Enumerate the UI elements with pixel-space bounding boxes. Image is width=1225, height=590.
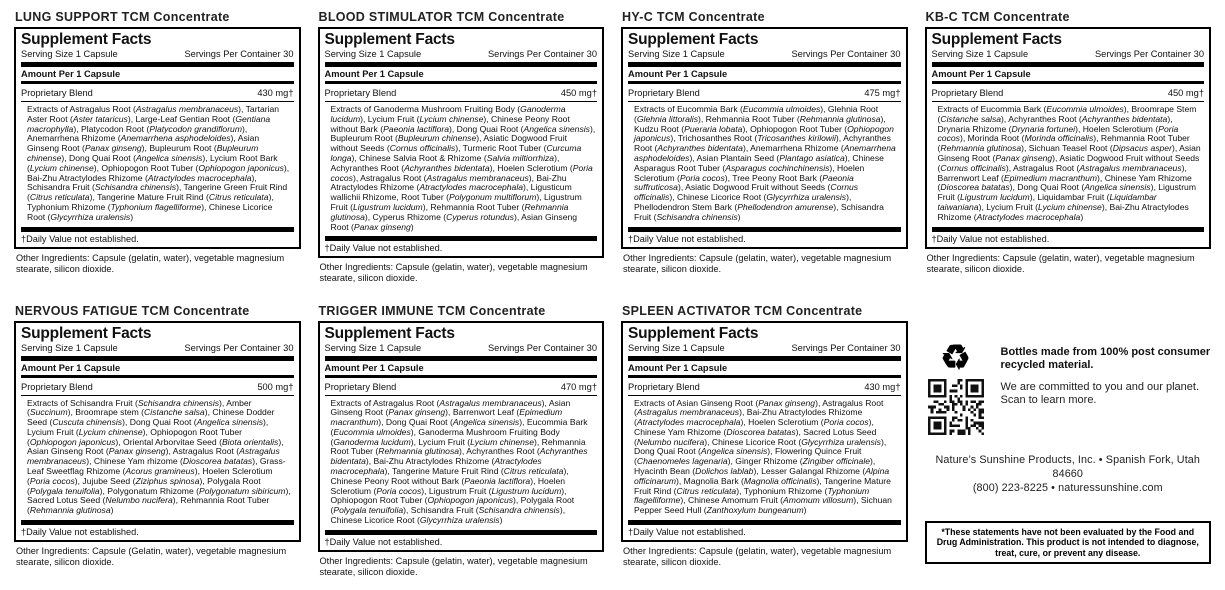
blend-amount: 500 mg† [257,381,294,392]
serving-size: Serving Size 1 Capsule [324,342,422,353]
serving-size: Serving Size 1 Capsule [21,342,118,353]
daily-value-note: †Daily Value not established. [21,527,139,538]
supplement-facts-heading: Supplement Facts [21,324,152,342]
supplement-facts-box [621,321,908,543]
footer-info [925,304,1212,565]
product-title: NERVOUS FATIGUE TCM Concentrate [15,303,250,318]
proprietary-blend-row [325,378,598,396]
supplement-facts-heading: Supplement Facts [628,324,759,342]
serving-row [932,48,1205,67]
blend-ingredients: Extracts of Asian Ginseng Root (Panax ginseng), Astragalus Root (Astragalus membranaceus), Bai-Zhu Atractylodes Rhizome (Atractylodes macrocephala), Hoelen Sclerotium (Poria cocos), Chinese Yam Rhizome (Dioscorea batatas), Sacred Lotus Seed (Nelumbo nucifera), Chinese Licorice Root (Glycyrrhiza uralensis), Dong Quai Root (Angelica sinensis), Flowering Quince Fruit (Chaenomeles lagenaria), Ginger Rhizome (Zingiber officinale), Hyacinth Bean (Dolichos lablab), Lesser Galangal Rhizome (Alpina officinarum), Magnolia Bark (Magnolia officinalis), Tangerine Mature Fruit Rind (Citrus reticulata), Typhonium Rhizome (Typhonium flagelliforme), Chinese Amomum Fruit (Amomum villosum), Sichuan Pepper Seed Hull (Zanthoxylum bungeanum) [628,396,901,526]
blend-ingredients: Extracts of Eucommia Bark (Eucommia ulmoides), Broomrape Stem (Cistanche salsa), Achyranthes Root (Achyranthes bidentata), Drynaria Rhizome (Drynaria fortunei), Hoelen Sclerotium (Poria cocos), Morinda Root (Morinda officinalis), Rehmannia Root Tuber (Rehmannia glutinosa), Sichuan Teasel Root (Dipsacus asper), Asian Ginseng Root (Panax ginseng), Asiatic Dogwood Fruit without Seeds (Cornus officinalis), Astragalus Root (Astragalus membranaceus), Barrenwort Leaf (Epimedium macranthum), Chinese Yam Rhizome (Dioscorea batatas), Dong Quai Root (Angelica sinensis), Ligustrum Fruit (Ligustrum lucidum), Liquidambar Fruit (Liquidambar taiwaniana), Lycium Fruit (Lycium chinense), Bai-Zhu Atractylodes Rhizome (Atractylodes macrocephala) [932,102,1205,232]
proprietary-blend-row [932,84,1205,102]
serving-size: Serving Size 1 Capsule [628,49,725,59]
blend-amount: 450 mg† [1167,88,1204,98]
servings-per-container: Servings Per Container 30 [791,342,901,353]
product-title: KB-C TCM Concentrate [925,10,1070,24]
product-panel-kb-c [925,10,1212,275]
supplement-facts-box [318,321,605,552]
serving-row [325,48,598,67]
blend-label: Proprietary Blend [324,88,397,98]
daily-value-note: †Daily Value not established. [21,233,139,244]
recycling-icon: ♻ [940,338,971,377]
eco-message [925,340,1212,435]
blend-amount: 430 mg† [257,88,294,98]
proprietary-blend-row [325,84,598,102]
servings-per-container: Servings Per Container 30 [487,342,597,353]
company-line2: (800) 223-8225 • naturessunshine.com [972,481,1163,494]
company-address [925,453,1212,495]
blend-amount: 430 mg† [864,381,901,392]
blend-ingredients: Extracts of Ganoderma Mushroom Fruiting Body (Ganoderma lucidum), Lycium Fruit (Lycium chinense), Chinese Peony Root without Bark (Paeonia lactiflora), Dong Quai Root (Angelica sinensis), Bupleurum Root (Bupleurum chinense), Asiatic Dogwood Fruit without Seeds (Cornus officinalis), Turmeric Root Tuber (Curcuma longa), Chinese Salvia Root & Rhizome (Salvia miltiorrhiza), Achyranthes Root (Achyranthes bidentata), Hoelen Sclerotium (Poria cocos), Astragalus Root (Astragalus membranaceus), Bai-Zhu Atractylodes Rhizome (Atractylodes macrocephala), Ligusticum wallichii Rhizome, Root Tuber (Polygonum multiflorum), Ligustrum Fruit (Ligustrum lucidum), Rehmannia Root Tuber (Rehmannia glutinosa), Cyperus Rhizome (Cyperus rotundus), Asian Ginseng Root (Panax ginseng) [325,102,598,241]
company-line1: Nature’s Sunshine Products, Inc. • Spanish Fork, Utah 84660 [935,453,1201,480]
blend-amount: 450 mg† [560,88,597,98]
proprietary-blend-row [21,84,294,102]
serving-row [628,342,901,361]
servings-per-container: Servings Per Container 30 [791,49,901,59]
product-panel-nervous-fatigue [14,304,301,569]
blend-amount: 475 mg† [864,88,901,98]
other-ingredients: Other Ingredients: Capsule (gelatin, water), vegetable magnesium stearate, silicon dioxide. [16,252,285,274]
other-ingredients: Other Ingredients: Capsule (gelatin, water), vegetable magnesium stearate, silicon dioxide. [319,555,588,577]
serving-size: Serving Size 1 Capsule [931,49,1029,59]
serving-size: Serving Size 1 Capsule [324,49,422,59]
daily-value-note: †Daily Value not established. [931,233,1050,244]
product-panel-trigger-immune [318,304,605,578]
blend-label: Proprietary Blend [21,381,93,392]
daily-value-note: †Daily Value not established. [628,527,746,538]
eco-icons [925,340,987,435]
serving-row [628,48,901,67]
supplement-facts-heading: Supplement Facts [324,324,455,342]
amount-per-heading: Amount Per 1 Capsule [325,67,598,84]
amount-per-heading: Amount Per 1 Capsule [628,67,901,84]
blend-label: Proprietary Blend [628,88,700,98]
amount-per-heading: Amount Per 1 Capsule [628,361,901,378]
fda-disclaimer: *These statements have not been evaluated by the Food and Drug Administration. This product is not intended to diagnose, treat, cure, or prevent any disease. [925,521,1212,565]
other-ingredients: Other Ingredients: Capsule (gelatin, water), vegetable magnesium stearate, silicon dioxide. [926,252,1195,274]
servings-per-container: Servings Per Container 30 [487,49,597,59]
supplement-facts-box [925,27,1212,249]
other-ingredients: Other Ingredients: Capsule (gelatin, water), vegetable magnesium stearate, silicon dioxide. [623,546,892,568]
serving-row [21,48,294,67]
other-ingredients: Other Ingredients: Capsule (gelatin, water), vegetable magnesium stearate, silicon dioxide. [623,252,892,274]
product-title: TRIGGER IMMUNE TCM Concentrate [318,303,546,318]
eco-text [1001,340,1212,408]
blend-ingredients: Extracts of Astragalus Root (Astragalus membranaceus), Asian Ginseng Root (Panax ginseng), Barrenwort Leaf (Epimedium macranthum), Dong Quai Root (Angelica sinensis), Eucommia Bark (Eucommia ulmoides), Ganoderma Mushroom Fruiting Body (Ganoderma lucidum), Lycium Fruit (Lycium chinense), Rehmannia Root Tuber (Rehmannia glutinosa), Achyranthes Root (Achyranthes bidentata), Bai-Zhu Atractylodes Rhizome (Atractylodes macrocephala), Tangerine Mature Fruit Rind (Citrus reticulata), Chinese Peony Root without Bark (Paeonia lactiflora), Hoelen Sclerotium (Poria cocos), Ligustrum Fruit (Ligustrum lucidum), Ophiopogon Root Tuber (Ophiopogon japonicus), Polygala Root (Polygala tenuifolia), Schisandra Fruit (Schisandra chinensis), Chinese Licorice Root (Glycyrrhiza uralensis) [325,396,598,535]
scan-note: We are committed to you and our planet. Scan to learn more. [1000,380,1200,406]
product-title: BLOOD STIMULATOR TCM Concentrate [318,10,565,24]
other-ingredients: Other Ingredients: Capsule (Gelatin, water), vegetable magnesium stearate, silicon dioxide. [16,546,287,568]
qr-code-icon [928,379,984,435]
supplement-facts-heading: Supplement Facts [931,31,1062,48]
supplement-facts-box [14,321,301,543]
recycled-material-note: Bottles made from 100% post consumer recycled material. [1000,345,1211,371]
supplement-facts-box [14,27,301,249]
blend-label: Proprietary Blend [21,88,93,98]
proprietary-blend-row [628,84,901,102]
serving-row [21,342,294,361]
amount-per-heading: Amount Per 1 Capsule [325,361,598,378]
amount-per-heading: Amount Per 1 Capsule [21,67,294,84]
serving-size: Serving Size 1 Capsule [628,342,725,353]
product-panel-blood-stimulator [318,10,605,284]
blend-label: Proprietary Blend [628,381,700,392]
supplement-facts-box [621,27,908,249]
supplement-facts-box [318,27,605,258]
product-panel-spleen-activator [621,304,908,569]
daily-value-note: †Daily Value not established. [324,536,443,547]
proprietary-blend-row [21,378,294,396]
supplement-facts-heading: Supplement Facts [628,31,759,48]
blend-amount: 470 mg† [560,381,597,392]
blend-ingredients: Extracts of Schisandra Fruit (Schisandra chinensis), Amber (Succinum), Broomrape stem (Cistanche salsa), Chinese Dodder Seed (Cuscuta chinensis), Dong Quai Root (Angelica sinensis), Lycium Fruit (Lycium chinense), Ophiopogon Root Tuber (Ophiopogon japonicus), Oriental Arborvitae Seed (Biota orientalis), Asian Ginseng Root (Panax ginseng), Astragalus Root (Astragalus membranaceus), Chinese Yam rhizome (Dioscorea batatas), Grass-Leaf Sweetflag Rhizome (Acorus gramineus), Hoelen Sclerotium (Poria cocos), Jujube Seed (Ziziphus spinosa), Polygala Root (Polygala tenuifolia), Polygonatum Rhizome (Polygonatum sibiricum), Sacred Lotus Seed (Nelumbo nucifera), Rehmannia Root Tuber (Rehmannia glutinosa) [21,396,294,526]
serving-row [325,342,598,361]
supplement-facts-heading: Supplement Facts [21,31,152,48]
servings-per-container: Servings Per Container 30 [1094,49,1204,59]
servings-per-container: Servings Per Container 30 [184,342,294,353]
other-ingredients: Other Ingredients: Capsule (gelatin, water), vegetable magnesium stearate, silicon dioxide. [319,262,588,284]
blend-ingredients: Extracts of Astragalus Root (Astragalus membranaceus), Tartarian Aster Root (Aster tataricus), Large-Leaf Gentian Root (Gentiana macrophylla), Platycodon Root (Platycodon grandiflorum), Anemarrhena Rhizome (Anemarrhena asphodeloides), Asian Ginseng Root (Panax ginseng), Bupleurum Root (Bupleurum chinense), Dong Quai Root (Angelica sinensis), Lycium Root Bark (Lycium chinense), Ophiopogon Root Tuber (Ophiopogon japonicus), Bai-Zhu Atractylodes Rhizome (Atractylodes macrocephala), Schisandra Fruit (Schisandra chinensis), Tangerine Green Fruit Rind (Citrus reticulata), Tangerine Mature Fruit Rind (Citrus reticulata), Typhonium Rhizome (Typhonium flagelliforme), Chinese Licorice Root (Glycyrrhiza uralensis) [21,102,294,232]
product-title: LUNG SUPPORT TCM Concentrate [15,10,230,24]
blend-ingredients: Extracts of Eucommia Bark (Eucommia ulmoides), Glehnia Root (Glehnia littoralis), Rehmannia Root Tuber (Rehmannia glutinosa), Kudzu Root (Pueraria lobata), Ophiopogon Root Tuber (Ophiopogon japonicus), Trichosanthes Root (Tricosanthes kirilowii), Achyranthes Root (Achyranthes bidentata), Anemarrhena Rhizome (Anemarrhena asphodeloides), Asian Plantain Seed (Plantago asiatica), Chinese Asparagus Root Tuber (Asparagus cochinchinensis), Hoelen Sclerotium (Poria cocos), Tree Peony Root Bark (Paeonia suffruticosa), Asiatic Dogwood Fruit without Seeds (Cornus officinalis), Chinese Licorice Root (Glycyrrhiza uralensis), Phellodendron Stem Bark (Phellodendron amurense), Schisandra Fruit (Schisandra chinensis) [628,102,901,232]
daily-value-note: †Daily Value not established. [628,233,746,244]
servings-per-container: Servings Per Container 30 [184,49,294,59]
serving-size: Serving Size 1 Capsule [21,49,118,59]
amount-per-heading: Amount Per 1 Capsule [21,361,294,378]
product-title: SPLEEN ACTIVATOR TCM Concentrate [622,303,863,318]
daily-value-note: †Daily Value not established. [324,243,443,254]
proprietary-blend-row [628,378,901,396]
amount-per-heading: Amount Per 1 Capsule [932,67,1205,84]
product-panel-lung-support [14,10,301,275]
blend-label: Proprietary Blend [931,88,1004,98]
supplement-facts-heading: Supplement Facts [324,31,455,48]
product-panel-hy-c [621,10,908,275]
product-title: HY-C TCM Concentrate [622,10,765,24]
blend-label: Proprietary Blend [324,381,397,392]
